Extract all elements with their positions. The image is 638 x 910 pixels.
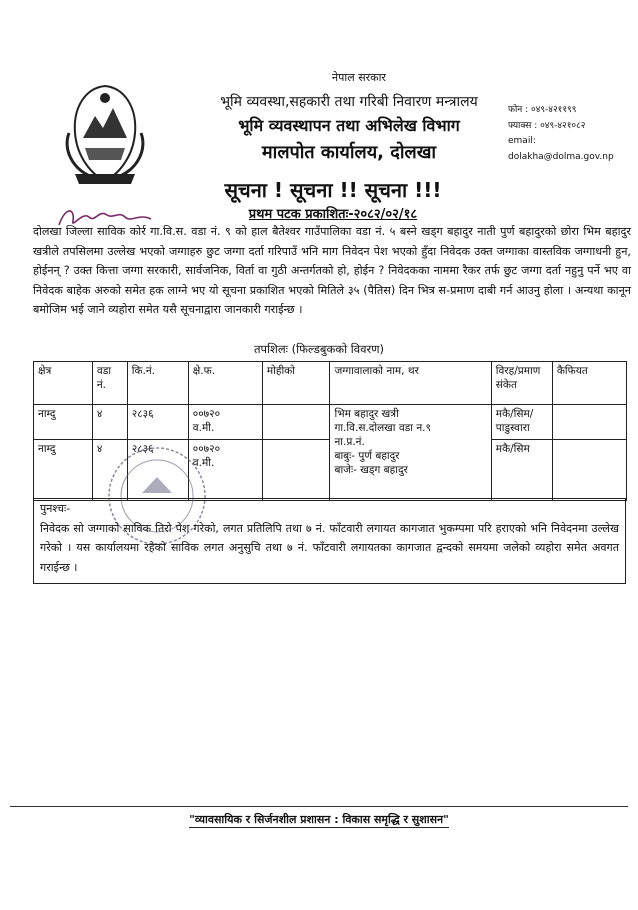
cell-kitta: २८३६ <box>127 405 188 440</box>
owner-father: बाबुः- पुर्ण बहादुर <box>334 450 400 462</box>
cell-extra <box>552 440 626 501</box>
owner-address: गा.वि.स.दोलखा वडा न.९ <box>334 422 431 434</box>
cell-area: नाम्दु <box>34 440 93 501</box>
ministry-name: भूमि व्यवस्था,सहकारी तथा गरिबी निवारण मन्त्रालय <box>220 94 478 110</box>
contact-phone: फोन : ०४९-४२११९९ <box>508 105 577 115</box>
government-name: नेपाल सरकार <box>332 71 386 84</box>
table-caption: तपशिलः (फिल्डबुकको विवरण) <box>253 342 385 356</box>
cell-ward: ४ <box>92 405 127 440</box>
col-header-remark: विरह/प्रमाण संकेत <box>491 362 552 405</box>
cell-ward: ४ <box>92 440 127 501</box>
slogan-text: "व्यावसायिक र सिर्जनशील प्रशासन : विकास समृद्धि र सुशासन" <box>189 813 449 826</box>
postscript-text: निवेदक सो जग्गाको साविक तिरो पेश गरेको, लगत प्रतिलिपि तथा ७ नं. फाँटवारी लगायत कागजात भुकम्पमा परि हराएको भनि निवेदनमा उल्लेख गरेको । यस कार्यालयमा रहेको साविक लगत अनुसुचि तथा ७ नं. फाँटवारी लगायतका कागजात द्वन्दको समयमा जलेको व्यहोरा समेत अवगत गराईन्छ । <box>40 521 619 574</box>
col-header-owner: जग्गावालाको नाम, थर <box>330 362 491 405</box>
col-header-mohi: मोहीको <box>262 362 330 405</box>
cell-mohi <box>262 405 330 440</box>
cell-remark: मकै/सिम/पाडुस्वारा <box>491 405 552 440</box>
cell-owner <box>330 405 491 501</box>
postscript-box <box>33 498 626 584</box>
table-header-row <box>34 362 627 405</box>
notice-body: दोलखा जिल्ला साविक कोर्र गा.वि.स. वडा नं. ९ को हाल बैतेश्वर गाउँपालिका वडा नं. ५ बस्ने खड्ग बहादुर नाती पुर्ण बहादुरको छोरा भिम बहादुर खत्रीले तपसिलमा उल्लेख भएको जग्गाहरु छुट जग्गा दर्ता गरिपाउँ भनि माग निवेदन पेश भएको हुँदा निवेदक उक्त जग्गाका वास्तविक जग्गाधनी हुन, होईनन् ? उक्त कित्ता जग्गा सरकारी, सार्वजनिक, विर्ता वा गुठी अन्तर्गतको हो, होईन ? निवेदकका नाममा रैकर तर्फ छुट जग्गा दर्ता नहुनु पर्ने भए वा निवेदक बाहेक अरुको समेत हक लाग्ने भए यो सूचना प्रकाशित भएको मितिले ३५ (पैतिस) दिन भित्र स-प्रमाण दाबी गर्न आउनु होला । अन्यथा कानून बमोजिम भई जाने व्यहोरा समेत यसै सूचनाद्वारा जानकारी गराईन्छ । <box>33 225 631 316</box>
contact-email[interactable]: dolakha@dolma.gov.np <box>508 152 614 162</box>
col-header-area: क्षेत्र <box>34 362 93 405</box>
footer-slogan <box>0 812 638 827</box>
cell-remark: मकै/सिम <box>491 440 552 501</box>
department-name: भूमि व्यवस्थापन तथा अभिलेख विभाग <box>238 116 460 135</box>
footer-divider <box>10 806 628 807</box>
owner-citizenship: ना.प्र.नं. <box>334 436 365 448</box>
cell-kitta: २८३६ <box>127 440 188 501</box>
size-value: ००७२० <box>192 408 221 420</box>
col-header-size: क्षे.फ. <box>188 362 262 405</box>
cell-extra <box>552 405 626 440</box>
owner-name: भिम बहादुर खत्री <box>334 408 399 420</box>
contact-email-label: email: <box>508 136 536 146</box>
office-name: मालपोत कार्यालय, दोलखा <box>261 142 437 163</box>
publish-date: प्रथम पटक प्रकाशितः-२०८२/०२/१८ <box>248 207 418 222</box>
col-header-kitta: कि.नं. <box>127 362 188 405</box>
notice-title: सूचना ! सूचना !! सूचना !!! <box>224 178 442 202</box>
col-header-extra: कैफियत <box>552 362 626 405</box>
cell-mohi <box>262 440 330 501</box>
size-unit: व.मी. <box>192 422 215 434</box>
col-header-ward: वडा नं. <box>92 362 127 405</box>
contact-fax: फ्याक्स : ०४९-४२१०८२ <box>508 121 586 131</box>
owner-grandfather: बाजेः- खड्ग बहादुर <box>334 464 408 476</box>
table-row <box>34 405 627 440</box>
postscript-label: पुनश्चः- <box>40 502 71 515</box>
size-value: ००७२० <box>192 443 221 455</box>
size-unit: व.मी. <box>192 457 215 469</box>
cell-size <box>188 405 262 440</box>
cell-area: नाम्दु <box>34 405 93 440</box>
